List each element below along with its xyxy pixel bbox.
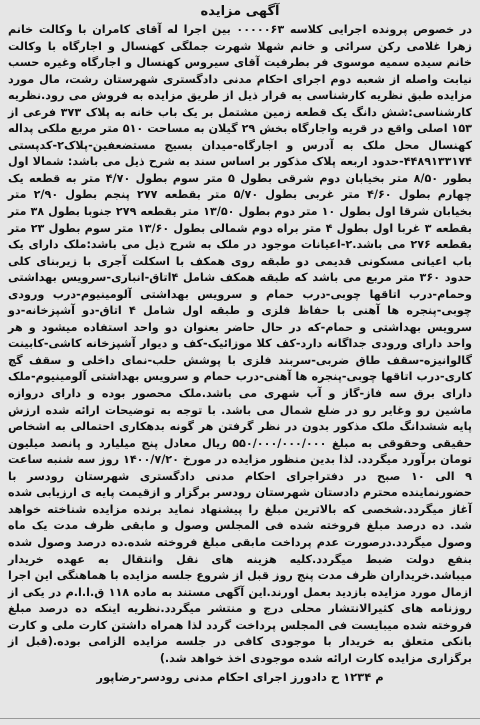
notice-body: در خصوص پرونده اجرایی کلاسه ۰۰۰۰۰۶۳ بین اجرا له آقای کامران با وکالت خانم زهرا غلامی رکن سرائی و خانم شهلا شهرت جملگی کهنسال و اجارگاه با وکالت خانم سیده سمیه موسوی فر بطرفیت آقای سیروس کهنسال و اجارگاه وغیره حسب نیابت واصله از شعبه دوم اجرای احکام مدنی دادگستری شهرستان رشت، مال مورد مزایده طبق نظریه کارشناسی به قرار ذیل از طریق مزایده به فروش می رود.نظریه کارشناسی:شش دانگ یک قطعه زمین مشتمل بر یک باب خانه به پلاک ۳۷۳ فرعی از ۱۵۳ اصلی واقع در قریه واجارگاه بخش ۲۹ گیلان به مساحت ۵۱۰ متر مربع ملکی پداله کهنسال محل ملک به آدرس و اجارگاه-میدان بسیج مستضعفین-پلاک۲-کدپستی ۴۴۸۹۱۳۳۱۷۴-حدود اربعه پلاک مذکور بر اساس سند به شرح ذیل می باشد: شمالا اول بطور ۸/۵۰ متر بخیابان دوم شرقی بطول ۵ متر سوم بطول ۴/۷۰ متر به قطعه یک چهارم بطول ۴/۶۰ متر غربی بطول ۵/۷۰ متر بقطعه ۲۷۷ پنجم بطول ۲/۹۰ متر بخیابان شرقا اول بطول ۱۰ متر دوم بطول ۱۳/۵۰ متر بقطعه ۲۷۹ جنوبا بطول ۳۸ متر بقطعه ۳ غربا اول بطول ۴ متر براه دوم شمالی بطول ۱۳/۶۰ متر سوم بطول ۲۳ متر بقطعه ۲۷۶ می باشد.۲-اعیانات موجود در ملک به شرح ذیل می باشد:ملک دارای یک باب اعیانی مسکونی قدیمی دو طبقه روی همکف با اسکلت آجری با زیربنای کلی حدود ۳۶۰ متر مربع می باشد که طبقه همکف شامل ۴اتاق-انباری-سرویس بهداشتی وحمام-درب اتاقها چوبی-درب حمام و سرویس بهداشتی آلومینیوم-درب ورودی چوبی-پنجره ها آهنی با حفاظ فلزی و طبقه اول شامل ۴ اتاق-دو آشپزخانه-دو سرویس بهداشتی و حمام-که در حال حاضر بعنوان دو واحد استفاده میشود و هر واحد دارای ورودی جداگانه دارد-کف کلا موزائیک-کف و دیوار آشپزخانه کاشی-کابینت گالوانیزه-سقف طاق ضربی-سربند فلزی با پوشش حلب-نمای داخلی و سقف گچ کاری-درب اتاقها چوبی-پنجره ها آهنی-درب حمام و سرویس بهداشتی آلومینیوم-ملک دارای برق سه فاز-گاز و آب شهری می باشد.ملک محصور بوده و دارای دروازه ماشین رو وغایر رو در ضلع شمال می باشد. با توجه به توضیحات ارائه شده ارزش پایه ششدانگ ملک مذکور بدون در نظر گرفتن هر گونه بدهکاری احتمالی به اشخاص حقیقی وحقوقی به مبلغ ۵۵۰/۰۰۰/۰۰۰/۰۰۰ ریال معادل پنج میلیارد و پانصد میلیون تومان برآورد میگردد. لذا بدین منظور مزایده در مورخ ۱۴۰۰/۷/۲۰ روز سه شنبه ساعت ۹ الی ۱۰ صبح در دفتراجرای احکام مدنی دادگستری شهرستان رودسر با حضورنماینده محترم دادستان شهرستان رودسر برگزار و ازقیمت پایه ی ارزیابی شده آغاز میگردد.شخصی که بالاترین مبلغ را پیشنهاد نماید برنده مزایده شناخته خواهد شد. ده درصد مبلغ فروخته شده فی المجلس وصول و مابقی ظرف مدت یک ماه وصول میگردد.درصورت عدم پرداخت مابقی مبلغ فروخته شده.ده درصد وصول شده بنفع دولت ضبط میگردد.کلیه هزینه های نقل وانتقال به عهده خریدار میباشد.خریداران ظرف مدت پنج روز قبل از شروع جلسه مزایده با هماهنگی این اجرا ازمال مورد مزایده بازدید بعمل اورند.این آگهی مستند به ماده ۱۱۸ ق.ا.ا.م در یکی از روزنامه های کثیرالانتشار محلی درج و منتشر میگردد.نظریه اینکه ده درصد مبلغ فروخته شده میبایست فی المجلس پرداخت گردد لذا همراه داشتن کارت ملی و کارت بانکی متعلق به خریدار با موجودی کافی در جلسه مزایده الزامی بوده.(قبل از برگزاری مزایده کارت ارائه شده موجودی اخذ خواهد شد.) — [8, 23, 473, 665]
bottom-divider — [0, 718, 480, 719]
notice-signature: م ۱۲۳۴ ح دادورز اجرای احکام مدنی رودسر-رضاپور — [96, 670, 384, 685]
notice-title: آگهی مزایده — [200, 4, 280, 19]
